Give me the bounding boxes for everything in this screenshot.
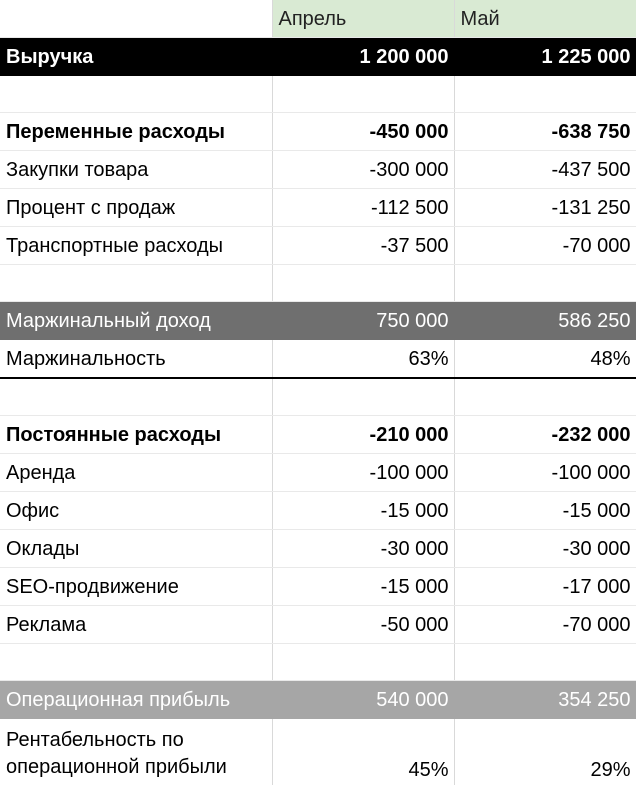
revenue-row [0,38,636,76]
seo-april[interactable]: -15 000 [272,568,454,606]
seo-may[interactable]: -17 000 [454,568,636,606]
row-label-salaries[interactable]: Оклады [0,530,272,568]
variable-costs-row [0,113,636,151]
empty-cell[interactable] [0,265,272,302]
marginal-income-row [0,302,636,340]
fixed-costs-may[interactable]: -232 000 [454,416,636,454]
row-label-ads[interactable]: Реклама [0,606,272,644]
column-header-april[interactable]: Апрель [272,0,454,38]
operating-profit-row [0,681,636,719]
marginality-april[interactable]: 63% [272,340,454,379]
profitability-row [0,719,636,786]
empty-cell[interactable] [454,265,636,302]
office-may[interactable]: -15 000 [454,492,636,530]
transport-row [0,227,636,265]
row-label-fixed-costs[interactable]: Постоянные расходы [0,416,272,454]
rent-row [0,454,636,492]
row-label-office[interactable]: Офис [0,492,272,530]
operating-profit-may[interactable]: 354 250 [454,681,636,719]
rent-may[interactable]: -100 000 [454,454,636,492]
revenue-may[interactable]: 1 225 000 [454,38,636,76]
empty-cell[interactable] [0,76,272,113]
row-label-sales-percent[interactable]: Процент с продаж [0,189,272,227]
salaries-row [0,530,636,568]
ads-row [0,606,636,644]
row-label-marginality[interactable]: Маржинальность [0,340,272,379]
row-label-transport[interactable]: Транспортные расходы [0,227,272,265]
spacer-row [0,378,636,416]
purchases-may[interactable]: -437 500 [454,151,636,189]
office-row [0,492,636,530]
spacer-row [0,76,636,113]
empty-cell[interactable] [454,378,636,416]
sales-percent-april[interactable]: -112 500 [272,189,454,227]
operating-profit-april[interactable]: 540 000 [272,681,454,719]
sales-percent-row [0,189,636,227]
row-label-revenue[interactable]: Выручка [0,38,272,76]
row-label-marginal-income[interactable]: Маржинальный доход [0,302,272,340]
row-label-seo[interactable]: SEO-продвижение [0,568,272,606]
marginal-income-may[interactable]: 586 250 [454,302,636,340]
empty-cell[interactable] [272,378,454,416]
empty-cell[interactable] [0,378,272,416]
header-row [0,0,636,38]
office-april[interactable]: -15 000 [272,492,454,530]
transport-may[interactable]: -70 000 [454,227,636,265]
salaries-april[interactable]: -30 000 [272,530,454,568]
purchases-row [0,151,636,189]
row-label-operating-profit[interactable]: Операционная прибыль [0,681,272,719]
revenue-april[interactable]: 1 200 000 [272,38,454,76]
row-label-variable-costs[interactable]: Переменные расходы [0,113,272,151]
row-label-profitability[interactable]: Рентабельность по операционной прибыли [0,719,272,786]
ads-may[interactable]: -70 000 [454,606,636,644]
rent-april[interactable]: -100 000 [272,454,454,492]
fixed-costs-row [0,416,636,454]
empty-cell[interactable] [454,644,636,681]
header-corner-cell[interactable] [0,0,272,38]
sales-percent-may[interactable]: -131 250 [454,189,636,227]
salaries-may[interactable]: -30 000 [454,530,636,568]
marginality-row [0,340,636,379]
row-label-rent[interactable]: Аренда [0,454,272,492]
column-header-may[interactable]: Май [454,0,636,38]
seo-row [0,568,636,606]
purchases-april[interactable]: -300 000 [272,151,454,189]
empty-cell[interactable] [0,644,272,681]
marginality-may[interactable]: 48% [454,340,636,379]
empty-cell[interactable] [272,265,454,302]
variable-costs-may[interactable]: -638 750 [454,113,636,151]
row-label-purchases[interactable]: Закупки товара [0,151,272,189]
marginal-income-april[interactable]: 750 000 [272,302,454,340]
spacer-row [0,265,636,302]
spacer-row [0,644,636,681]
empty-cell[interactable] [454,76,636,113]
empty-cell[interactable] [272,644,454,681]
ads-april[interactable]: -50 000 [272,606,454,644]
empty-cell[interactable] [272,76,454,113]
profitability-april[interactable]: 45% [272,719,454,786]
profitability-may[interactable]: 29% [454,719,636,786]
transport-april[interactable]: -37 500 [272,227,454,265]
fixed-costs-april[interactable]: -210 000 [272,416,454,454]
variable-costs-april[interactable]: -450 000 [272,113,454,151]
